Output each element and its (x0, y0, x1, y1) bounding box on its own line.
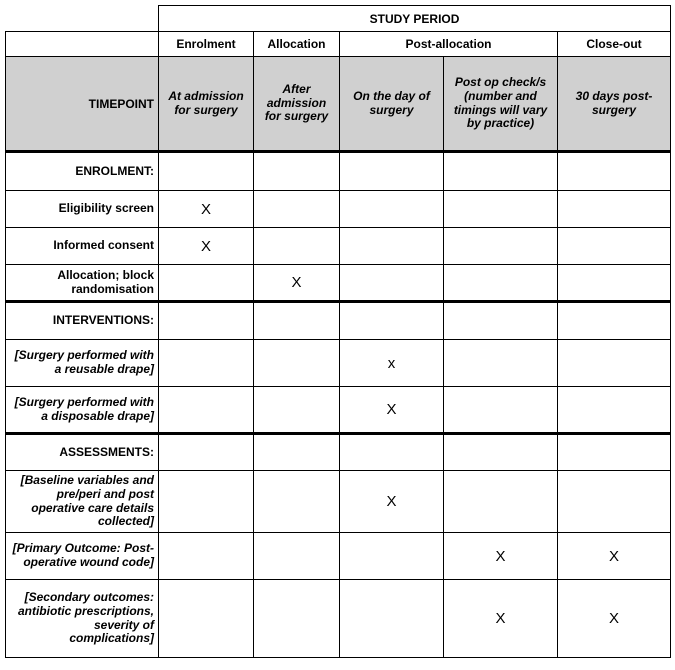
row-label: Informed consent (6, 228, 159, 265)
table-row (6, 265, 671, 302)
phase-row (6, 32, 671, 57)
table-row (6, 191, 671, 228)
section-title-interventions: INTERVENTIONS: (6, 302, 159, 340)
timepoint-col-5: 30 days post-surgery (558, 57, 671, 152)
row-label: [Surgery performed with a disposable drape] (6, 387, 159, 434)
table-row (6, 387, 671, 434)
cell-mark: X (558, 533, 671, 580)
cell-mark (558, 471, 671, 533)
section-header-interventions (6, 302, 671, 340)
row-label: Eligibility screen (6, 191, 159, 228)
cell-mark (340, 580, 444, 658)
cell-mark (254, 471, 340, 533)
cell-mark (340, 191, 444, 228)
table-row (6, 533, 671, 580)
cell-mark (254, 580, 340, 658)
timepoint-col-4: Post op check/s (number and timings will vary by practice) (444, 57, 558, 152)
table-row (6, 340, 671, 387)
study-period-header: STUDY PERIOD (159, 6, 671, 32)
cell-mark (254, 340, 340, 387)
section-title-assessments: ASSESSMENTS: (6, 434, 159, 471)
cell-mark: X (159, 191, 254, 228)
cell-mark: X (444, 580, 558, 658)
timepoint-label: TIMEPOINT (6, 57, 159, 152)
row-label: [Baseline variables and pre/peri and post operative care details collected] (6, 471, 159, 533)
cell-mark (159, 580, 254, 658)
row-label: [Primary Outcome: Post-operative wound code] (6, 533, 159, 580)
phase-allocation: Allocation (254, 32, 340, 57)
cell-mark (558, 340, 671, 387)
table-row (6, 228, 671, 265)
cell-mark (558, 265, 671, 302)
section-title-enrolment: ENROLMENT: (6, 152, 159, 191)
phase-enrolment: Enrolment (159, 32, 254, 57)
timepoint-col-2: After admission for surgery (254, 57, 340, 152)
table-row (6, 471, 671, 533)
cell-mark (444, 387, 558, 434)
cell-mark (340, 265, 444, 302)
study-period-row (6, 6, 671, 32)
corner-cell (6, 6, 159, 32)
table-row (6, 580, 671, 658)
section-header-enrolment (6, 152, 671, 191)
cell-mark: X (340, 387, 444, 434)
cell-mark (558, 387, 671, 434)
row-label: [Secondary outcomes: antibiotic prescriptions, severity of complications] (6, 580, 159, 658)
timepoint-col-1: At admission for surgery (159, 57, 254, 152)
cell-mark: X (254, 265, 340, 302)
cell-mark (159, 387, 254, 434)
cell-mark (444, 265, 558, 302)
cell-mark (340, 533, 444, 580)
spirit-schedule-table (5, 5, 671, 658)
cell-mark (340, 228, 444, 265)
timepoint-col-3: On the day of surgery (340, 57, 444, 152)
row-label: [Surgery performed with a reusable drape] (6, 340, 159, 387)
cell-mark (444, 471, 558, 533)
cell-mark (444, 228, 558, 265)
cell-mark (444, 340, 558, 387)
cell-mark: X (558, 580, 671, 658)
cell-mark (254, 387, 340, 434)
cell-mark (159, 340, 254, 387)
section-header-assessments (6, 434, 671, 471)
cell-mark (159, 533, 254, 580)
cell-mark (254, 533, 340, 580)
cell-mark (159, 265, 254, 302)
phase-blank-cell (6, 32, 159, 57)
cell-mark: x (340, 340, 444, 387)
phase-close-out: Close-out (558, 32, 671, 57)
timepoint-row (6, 57, 671, 152)
cell-mark (254, 228, 340, 265)
cell-mark (159, 471, 254, 533)
cell-mark (558, 191, 671, 228)
cell-mark (444, 191, 558, 228)
cell-mark: X (444, 533, 558, 580)
cell-mark (254, 191, 340, 228)
phase-post-allocation: Post-allocation (340, 32, 558, 57)
cell-mark: X (159, 228, 254, 265)
row-label: Allocation; block randomisation (6, 265, 159, 302)
cell-mark (558, 228, 671, 265)
cell-mark: X (340, 471, 444, 533)
